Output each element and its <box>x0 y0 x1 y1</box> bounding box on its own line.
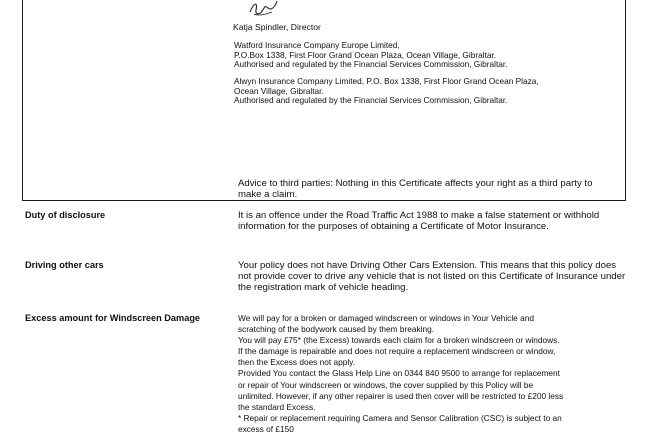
excess-line: scratching of the bodywork caused by them breaking. <box>238 324 435 335</box>
signatory-name: Katja Spindler, Director <box>233 22 321 32</box>
excess-line: We will pay for a broken or damaged windscreen or windows in Your Vehicle and <box>238 313 534 323</box>
insurer-alwyn <box>234 77 539 106</box>
section-label: Excess amount for Windscreen Damage <box>25 313 201 323</box>
insurer-line: Authorised and regulated by the Financial Services Commission, Gibraltar. <box>234 59 508 70</box>
insurer-line: Authorised and regulated by the Financial Services Commission, Gibraltar. <box>234 95 508 106</box>
section-label: Driving other cars <box>25 260 104 270</box>
excess-line: Provided You contact the Glass Help Line on 0344 840 9500 to arrange for replacement <box>238 368 560 379</box>
signature-image <box>246 0 280 20</box>
excess-line: unlimited. However, if any other repairer is used then cover will be restricted to £200 less <box>238 390 564 401</box>
insurer-line: Watford Insurance Company Europe Limited, <box>234 40 400 50</box>
excess-line: excess of £150 <box>238 423 294 434</box>
excess-line: then the Excess does not apply. <box>238 357 355 368</box>
excess-line: * Repair or replacement requiring Camera and Sensor Calibration (CSC) is subject to an <box>238 412 562 423</box>
insurer-line: Ocean Village, Gibraltar. <box>234 85 324 96</box>
section-label: Duty of disclosure <box>25 210 106 220</box>
section-text: It is an offence under the Road Traffic Act 1988 to make a false statement or withhold information for the purposes of obtaining a Certificate of Motor Insurance. <box>238 210 600 233</box>
excess-line: or repair of Your windscreen or windows, the cover supplied by this Policy will be <box>238 379 534 390</box>
insurer-line: P.O.Box 1338, First Floor Grand Ocean Plaza, Ocean Village, Gibraltar. <box>234 49 497 60</box>
excess-line: You will pay £75* (the Excess) towards each claim for a broken windscreen or windows. <box>238 335 560 346</box>
excess-line: the standard Excess. <box>238 401 316 412</box>
advice-to-third-parties: Advice to third parties: Nothing in this Certificate affects your right as a third party to make a claim. <box>238 178 593 200</box>
insurer-watford <box>234 41 507 70</box>
excess-line: If the damage is repairable and does not require a replacement windscreen or window, <box>238 346 556 357</box>
section-text: Your policy does not have Driving Other Cars Extension. This means that this policy does not provide cover to drive any vehicle that is not listed on this Certificate of Insurance under the registration mark of vehicle heading. <box>238 260 626 294</box>
section-text <box>238 313 628 435</box>
insurer-line: Alwyn Insurance Company Limited, P.O. Box 1338, First Floor Grand Ocean Plaza, <box>234 76 539 86</box>
